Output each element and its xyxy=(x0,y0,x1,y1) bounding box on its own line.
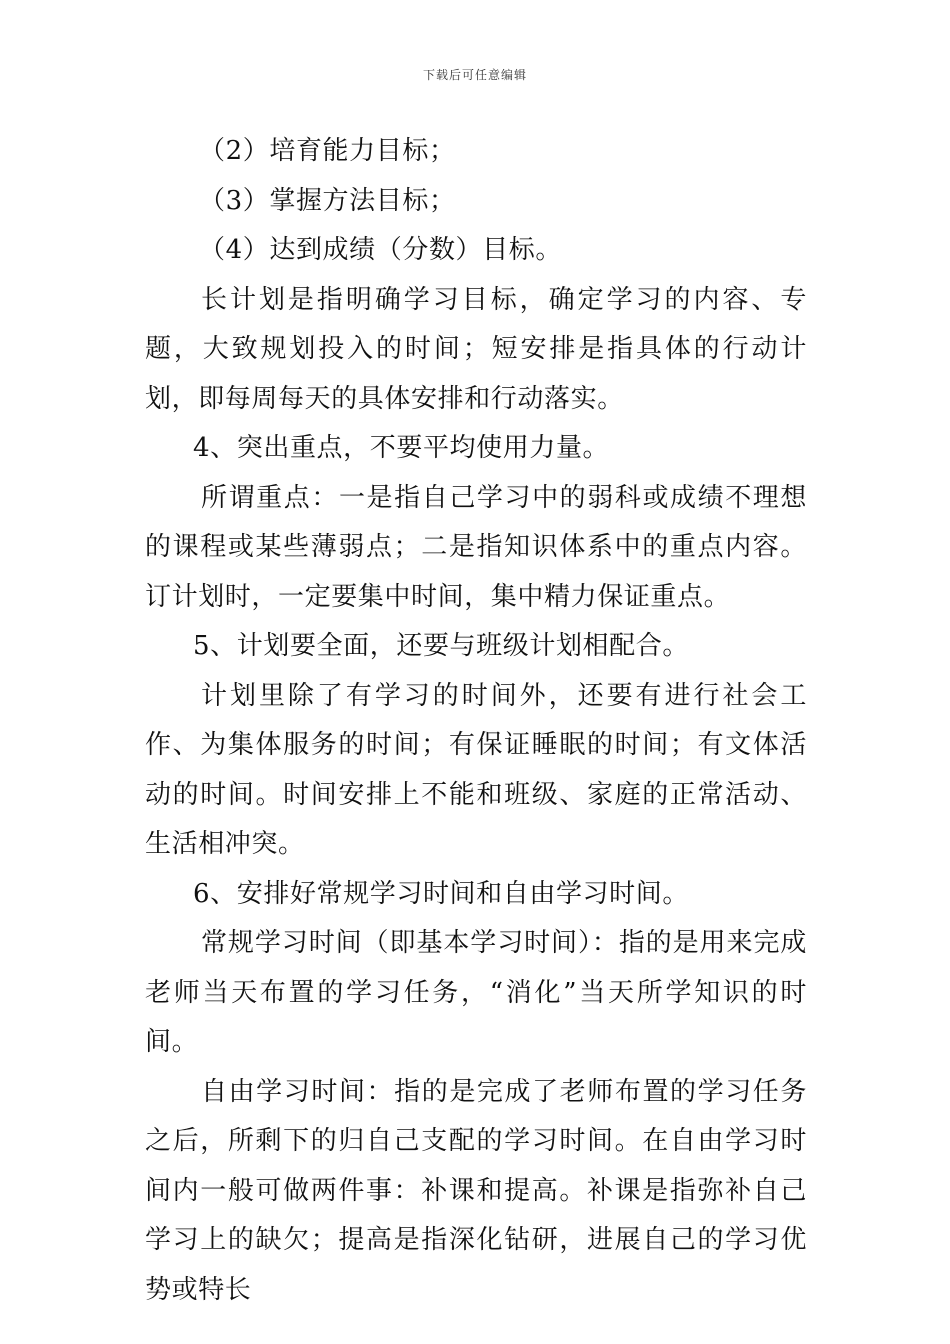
paragraph-comprehensive-plan: 计划里除了有学习的时间外，还要有进行社会工作、为集体服务的时间；有保证睡眠的时间；有文体活动的时间。时间安排上不能和班级、家庭的正常活动、生活相冲突。 xyxy=(145,680,807,859)
section-heading-5: 5、计划要全面，还要与班级计划相配合。 xyxy=(193,631,689,661)
page-header: 下载后可任意编辑 xyxy=(422,68,527,82)
list-item-goal-4: （4）达到成绩（分数）目标。 xyxy=(199,235,562,265)
paragraph-free-study-time: 自由学习时间：指的是完成了老师布置的学习任务之后，所剩下的归自己支配的学习时间。在自由学习时间内一般可做两件事：补课和提高。补课是指弥补自己学习上的缺欠；提高是指深化钻研，进展自己的学习优势或特长 xyxy=(145,1076,807,1305)
section-heading-6: 6、安排好常规学习时间和自由学习时间。 xyxy=(193,878,689,909)
list-item-goal-2: （2）培育能力目标； xyxy=(199,136,456,166)
section-heading-4: 4、突出重点，不要平均使用力量。 xyxy=(193,433,610,463)
paragraph-regular-study-time: 常规学习时间（即基本学习时间）：指的是用来完成老师当天布置的学习任务，“消化”当天所学知识的时间。 xyxy=(145,928,807,1057)
document-body xyxy=(145,127,807,1315)
paragraph-key-points: 所谓重点：一是指自己学习中的弱科或成绩不理想的课程或某些薄弱点；二是指知识体系中的重点内容。订计划时，一定要集中时间，集中精力保证重点。 xyxy=(145,482,807,612)
list-item-goal-3: （3）掌握方法目标； xyxy=(199,185,456,216)
paragraph-long-short-plan: 长计划是指明确学习目标，确定学习的内容、专题，大致规划投入的时间；短安排是指具体的行动计划，即每周每天的具体安排和行动落实。 xyxy=(145,284,807,414)
